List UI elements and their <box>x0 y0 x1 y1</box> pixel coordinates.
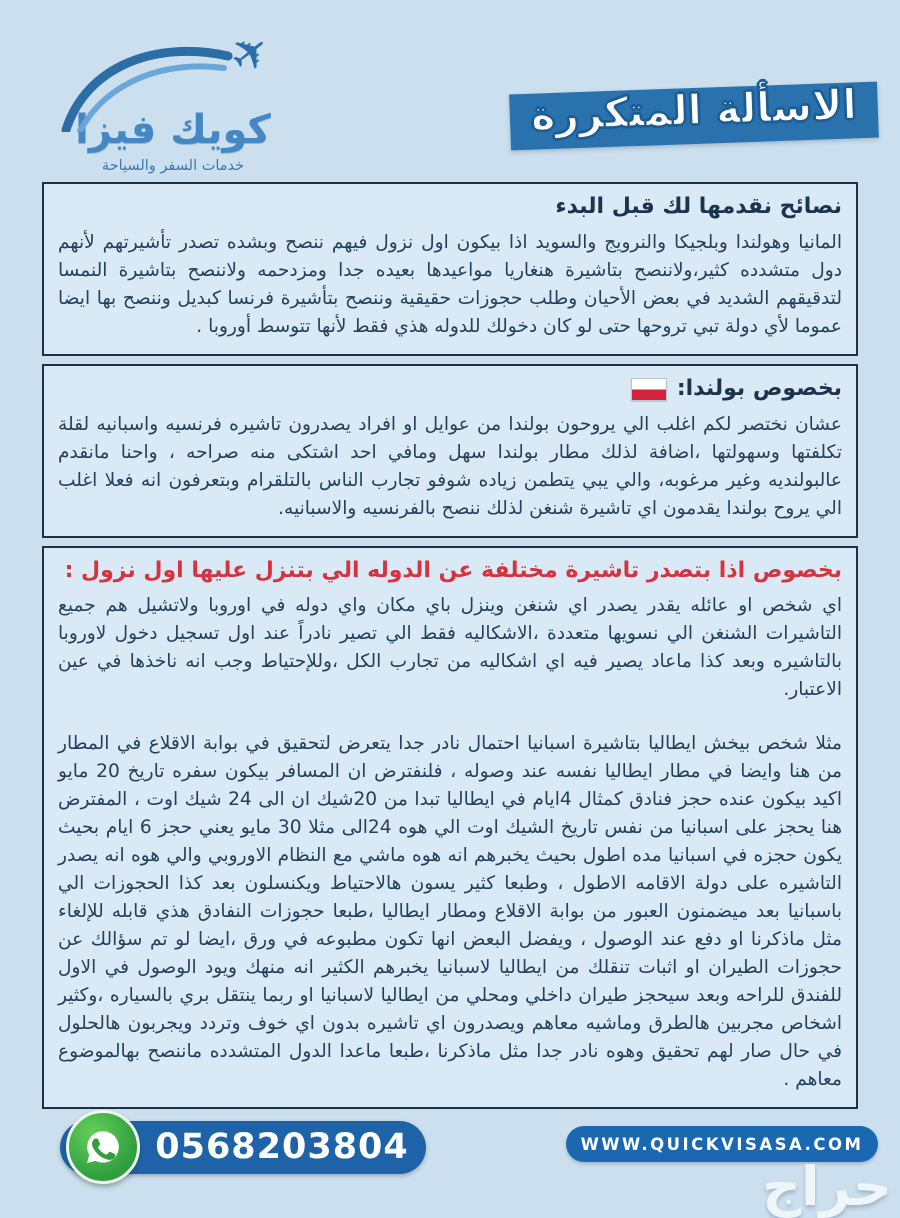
airplane-icon: ✈ <box>218 19 283 87</box>
poland-paragraph: عشان نختصر لكم اغلب الي يروحون بولندا من عوايل او افراد يصدرون تاشيره فرنسيه واسبانيه لقلة تكلفتها وسهولتها ،اضافة لذلك مطار بولندا سهل ومافي احد اشتكى منه صراحه ، واحنا مانقدم عالبولنديه وغير مرغوبه، والي يبي يتطمن زياده شوفو تجارب الناس بالتلقرام وبتعرفون انه فعلا اغلب الي يروح بولندا يقدمون اي تاشيرة شنغن لذلك ننصح بالفرنسيه والاسبانيه. <box>58 413 842 519</box>
different-visa-paragraph-1: اي شخص او عائله يقدر يصدر اي شنغن وينزل باي مكان واي دوله في اوروبا ولاتشيل هم جميع التاشيرات الشنغن الي نسويها متعددة ،الاشكاليه فقط الي تصير نادراً عند اول تسجيل دخول لاوروبا بالتاشيره وبعد كذا ماعاد يصير فيه اي اشكاليه من تجارب الكل ،وللإحتياط وجب انه ناخذها في عين الاعتبار. <box>58 595 842 701</box>
logo-title: كويك فيزا <box>75 107 271 153</box>
poland-section <box>42 364 858 538</box>
swoosh-icon <box>56 34 246 132</box>
website-url: WWW.QUICKVISASA.COM <box>580 1134 864 1154</box>
different-visa-section <box>42 546 858 1110</box>
tips-paragraph: المانيا وهولندا وبلجيكا والنرويج والسويد اذا بيكون اول نزول فيهم ننصح وبشده تصدر تأشيرتهم لأنهم دول متشدده كثير،ولاننصح بتاشيرة هنغاريا مواعيدها بعيده جدا ومزدحمه ولاننصح بتاشيرة النمسا لتدقيقهم الشديد في بعض الأحيان وطلب حجوزات حقيقية وننصح بتأشيرة فرنسا كبديل وننصح بها ايضا عموما لأي دولة تبي تروحها حتى لو كان دخولك للدوله هذي فقط لأنها تتوسط أوروبا . <box>58 231 842 337</box>
different-visa-paragraph-2: مثلا شخص بيخش ايطاليا بتاشيرة اسبانيا احتمال نادر جدا يتعرض لتحقيق في بوابة الاقلاع في المطار من هنا وايضا في مطار ايطاليا نفسه عند وصوله ، فلنفترض ان المسافر بيكون سفره تاريخ 20 مايو اكيد بيكون عنده حجز فنادق كمثال 4ايام في ايطاليا تبدا من 20شيك ان الى 24 شيك اوت ، المفترض هنا يحجز على اسبانيا من نفس تاريخ الشيك اوت الي هوه 24الى مثلا 30 مايو يعني حجز 6 ايام بحيث يكون حجزه في اسبانيا مده اطول بحيث يخبرهم انه هوه ماشي مع النظام الاوروبي والي هوه انه يصدر التاشيره على دولة الاقامه الاطول ، وطبعا كثير يسون هالاحتياط ويكنسلون بعد كذا الحجوزات الي باسبانيا بعد ميضمنون العبور من بوابة الاقلاع ومطار ايطاليا ،طبعا حجوزات النفادق هذي قابله للإلغاء مثل ماذكرنا او دفع عند الوصول ، ويفضل البعض انها تكون مطبوعه في ورق ،ايضا لو تم سؤالك عن حجوزات الطيران او اثبات تنقلك من ايطاليا لاسبانيا يخبرهم الكثير انه منهك ويود الوصول في الاول للفندق للراحه وبعد سيحجز طيران داخلي ومحلي من ايطاليا لاسبانيا او ربما ينتقل بري بالسياره ،وكثير اشخاص مجربين هالطرق وماشيه معاهم ويصدرون اي تاشيره بدون اي خوف وتردد ويجربون هالحلول في حال صار لهم تحقيق وهوه نادر جدا مثل ماذكرنا ،طبعا ماعدا الدول المتشدده ماننصح بهالموضوع معاهم . <box>58 733 843 1091</box>
phone-number: 0568203804 <box>155 1127 409 1167</box>
page-title: الاسألة المتكررة <box>530 79 858 140</box>
faq-banner <box>509 79 879 151</box>
tips-heading: نصائح نقدمها لك قبل البدء <box>555 194 842 219</box>
poland-flag-icon <box>631 378 667 401</box>
tips-section <box>42 182 858 356</box>
poland-heading-row <box>58 374 842 405</box>
logo-subtitle: خدمات السفر والسياحة <box>101 158 245 174</box>
quickvisa-logo <box>48 19 298 174</box>
whatsapp-icon <box>66 1110 140 1184</box>
haraj-watermark: حراج <box>762 1155 892 1218</box>
poland-heading: بخصوص بولندا: <box>676 375 842 401</box>
logo-art <box>48 19 298 128</box>
different-visa-heading: بخصوص اذا بتصدر تاشيرة مختلفة عن الدوله الي بتنزل عليها اول نزول : <box>64 557 842 583</box>
whatsapp-contact-button[interactable] <box>60 1121 426 1174</box>
content-area <box>42 182 858 1109</box>
